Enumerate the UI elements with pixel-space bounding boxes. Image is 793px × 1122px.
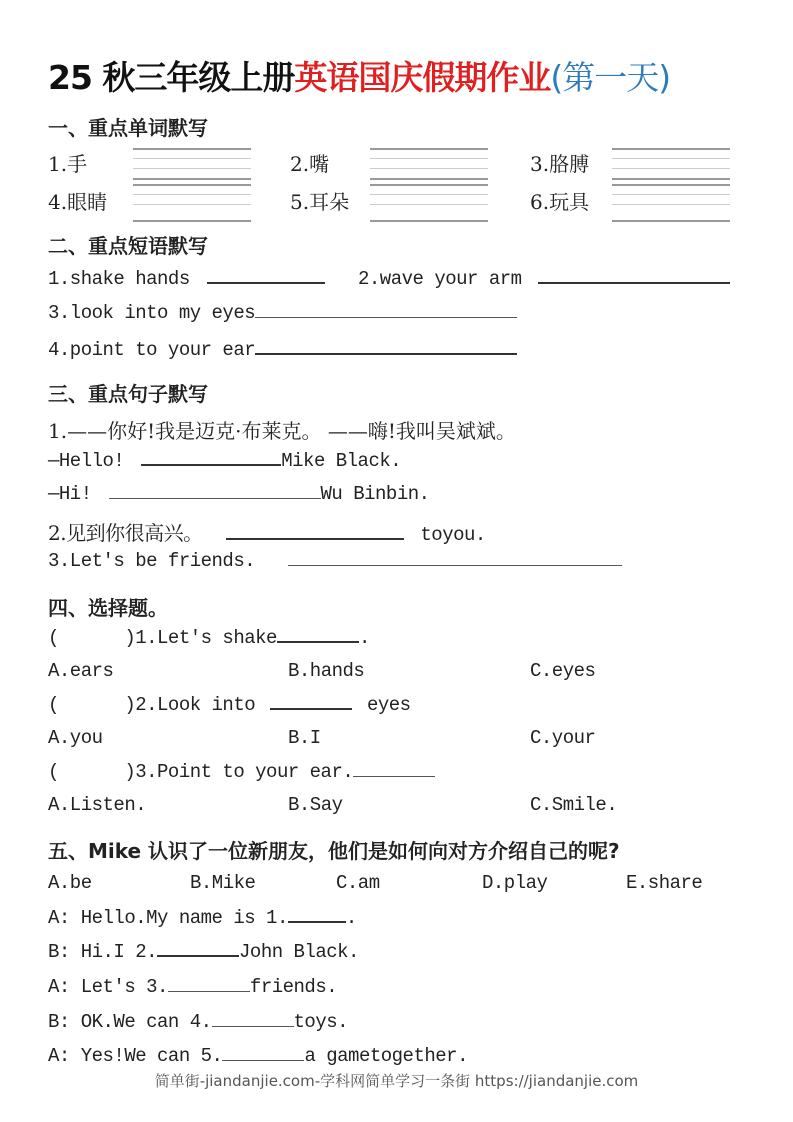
mcq-3-stem: ( )3.Point to your ear. bbox=[48, 761, 435, 783]
handwriting-lines-6[interactable] bbox=[612, 184, 730, 216]
mcq-2-stem: ( )2.Look into eyes bbox=[48, 694, 411, 716]
word-item-6: 6.玩具 bbox=[530, 190, 590, 214]
mcq-3-option-a[interactable]: A.Listen. bbox=[48, 794, 147, 816]
answer-blank[interactable] bbox=[141, 463, 281, 466]
title-grade: 25 秋三年级上册 bbox=[48, 58, 295, 97]
dialogue-line-5: A: Yes!We can 5. a gametogether. bbox=[48, 1045, 468, 1067]
word-bank-a: A.be bbox=[48, 872, 92, 894]
word-bank-e: E.share bbox=[626, 872, 703, 894]
answer-blank[interactable] bbox=[226, 537, 404, 540]
dialogue-line-1: A: Hello.My name is 1. . bbox=[48, 907, 357, 929]
section1-heading: 一、重点单词默写 bbox=[48, 116, 208, 140]
phrase-1: 1.shake hands bbox=[48, 268, 325, 290]
answer-blank[interactable] bbox=[288, 920, 346, 923]
dialogue-line-3: A: Let's 3. friends. bbox=[48, 976, 338, 998]
word-bank-c: C.am bbox=[336, 872, 380, 894]
sentence-1-chinese: 1.——你好!我是迈克·布莱克。 ——嗨!我叫吴斌斌。 bbox=[48, 419, 516, 443]
handwriting-lines-5[interactable] bbox=[370, 184, 488, 216]
mcq-2-option-c[interactable]: C.your bbox=[530, 727, 596, 749]
section4-heading: 四、选择题。 bbox=[48, 596, 168, 620]
word-bank-b: B.Mike bbox=[190, 872, 256, 894]
sentence-2: 2.见到你很高兴。 toyou. bbox=[48, 521, 486, 546]
mcq-2-option-b[interactable]: B.I bbox=[288, 727, 321, 749]
handwriting-lines-1[interactable] bbox=[133, 148, 251, 180]
word-item-1: 1.手 bbox=[48, 152, 88, 176]
answer-blank[interactable] bbox=[109, 497, 321, 499]
answer-blank[interactable] bbox=[288, 564, 622, 566]
dialogue-line-2: B: Hi.I 2. John Black. bbox=[48, 941, 359, 963]
title-subject: 英语国庆假期作业 bbox=[294, 58, 551, 97]
mcq-1-option-b[interactable]: B.hands bbox=[288, 660, 365, 682]
answer-blank[interactable] bbox=[353, 775, 435, 777]
word-bank-d: D.play bbox=[482, 872, 548, 894]
phrase-4: 4.point to your ear bbox=[48, 339, 517, 361]
phrase-3: 3.look into my eyes bbox=[48, 302, 517, 324]
handwriting-lines-3[interactable] bbox=[612, 148, 730, 180]
sentence-1-line-2: —Hi! Wu Binbin. bbox=[48, 483, 430, 505]
answer-blank[interactable] bbox=[168, 990, 250, 992]
dialogue-line-4: B: OK.We can 4. toys. bbox=[48, 1011, 349, 1033]
mcq-1-option-a[interactable]: A.ears bbox=[48, 660, 114, 682]
answer-blank[interactable] bbox=[207, 281, 325, 284]
answer-blank[interactable] bbox=[255, 352, 517, 355]
answer-blank[interactable] bbox=[538, 281, 730, 284]
word-item-2: 2.嘴 bbox=[290, 152, 330, 176]
word-item-5: 5.耳朵 bbox=[290, 190, 350, 214]
handwriting-lines-2[interactable] bbox=[370, 148, 488, 180]
answer-blank[interactable] bbox=[222, 1059, 304, 1061]
section2-heading: 二、重点短语默写 bbox=[48, 234, 208, 258]
title-day: (第一天) bbox=[550, 58, 671, 97]
mcq-2-option-a[interactable]: A.you bbox=[48, 727, 103, 749]
word-item-4: 4.眼睛 bbox=[48, 190, 108, 214]
section5-heading: 五、Mike 认识了一位新朋友，他们是如何向对方介绍自己的呢? bbox=[48, 839, 620, 863]
mcq-3-option-b[interactable]: B.Say bbox=[288, 794, 343, 816]
mcq-3-option-c[interactable]: C.Smile. bbox=[530, 794, 618, 816]
answer-blank[interactable] bbox=[157, 954, 239, 957]
sentence-1-line-1: —Hello! Mike Black. bbox=[48, 450, 402, 472]
footer-watermark: 简单街-jiandanjie.com-学科网简单学习一条街 https://jiandanjie.com bbox=[154, 1072, 639, 1090]
section3-heading: 三、重点句子默写 bbox=[48, 382, 208, 406]
page-title bbox=[48, 52, 670, 99]
answer-blank[interactable] bbox=[255, 316, 517, 318]
sentence-3: 3.Let's be friends. bbox=[48, 550, 622, 572]
mcq-1-stem: ( )1.Let's shake . bbox=[48, 627, 370, 649]
word-item-3: 3.胳膊 bbox=[530, 152, 590, 176]
answer-blank[interactable] bbox=[277, 640, 359, 643]
handwriting-lines-4[interactable] bbox=[133, 184, 251, 216]
answer-blank[interactable] bbox=[270, 707, 352, 710]
phrase-2: 2.wave your arm bbox=[358, 268, 730, 290]
mcq-1-option-c[interactable]: C.eyes bbox=[530, 660, 596, 682]
answer-blank[interactable] bbox=[212, 1025, 294, 1027]
